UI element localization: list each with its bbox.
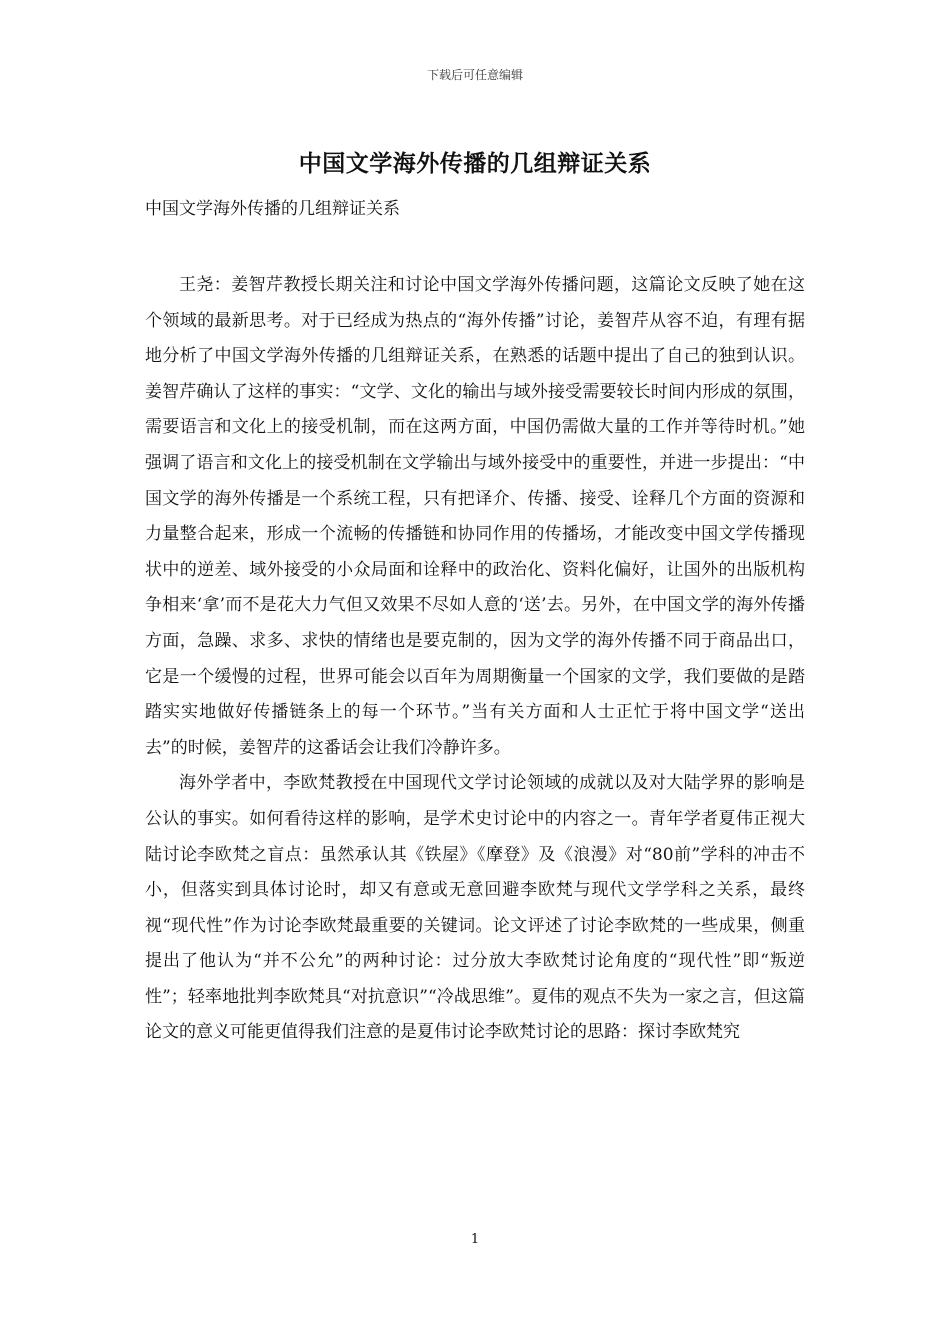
paragraph-2: 海外学者中，李欧梵教授在中国现代文学讨论领域的成就以及对大陆学界的影响是公认的事实。如何看待这样的影响，是学术史讨论中的内容之一。青年学者夏伟正视大陆讨论李欧梵之盲点：虽然承认其《铁屋》《摩登》及《浪漫》对“80前”学科的冲击不小，但落实到具体讨论时，却又有意或无意回避李欧梵与现代文学学科之关系，最终视“现代性”作为讨论李欧梵最重要的关键词。论文评述了讨论李欧梵的一些成果，侧重提出了他认为“并不公允”的两种讨论：过分放大李欧梵讨论角度的“现代性”即“叛逆性”；轻率地批判李欧梵具“对抗意识”“冷战思维”。夏伟的观点不失为一家之言，但这篇论文的意义可能更值得我们注意的是夏伟讨论李欧梵讨论的思路：探讨李欧梵究 bbox=[145, 773, 805, 1043]
document-title: 中国文学海外传播的几组辩证关系 bbox=[298, 150, 652, 177]
paragraph-1: 王尧：姜智芹教授长期关注和讨论中国文学海外传播问题，这篇论文反映了她在这个领域的最新思考。对于已经成为热点的“海外传播”讨论，姜智芹从容不迫，有理有据地分析了中国文学海外传播的几组辩证关系，在熟悉的话题中提出了自己的独到认识。姜智芹确认了这样的事实：“文学、文化的输出与域外接受需要较长时间内形成的氛围，需要语言和文化上的接受机制，而在这两方面，中国仍需做大量的工作并等待时机。”她强调了语言和文化上的接受机制在文学输出与域外接受中的重要性，并进一步提出：“中国文学的海外传播是一个系统工程，只有把译介、传播、接受、诠释几个方面的资源和力量整合起来，形成一个流畅的传播链和协同作用的传播场，才能改变中国文学传播现状中的逆差、域外接受的小众局面和诠释中的政治化、资料化偏好，让国外的出版机构争相来‘拿’而不是花大力气但又效果不尽如人意的‘送’去。另外，在中国文学的海外传播方面，急躁、求多、求快的情绪也是要克制的，因为文学的海外传播不同于商品出口，它是一个缓慢的过程，世界可能会以百年为周期衡量一个国家的文学，我们要做的是踏踏实实地做好传播链条上的每一个环节。”当有关方面和人士正忙于将中国文学“送出去”的时候，姜智芹的这番话会让我们冷静许多。 bbox=[145, 275, 805, 758]
page-number: 1 bbox=[470, 1232, 480, 1247]
document-subtitle: 中国文学海外传播的几组辩证关系 bbox=[145, 199, 400, 219]
body-text bbox=[145, 268, 805, 1051]
header-note: 下载后可任意编辑 bbox=[426, 68, 523, 82]
